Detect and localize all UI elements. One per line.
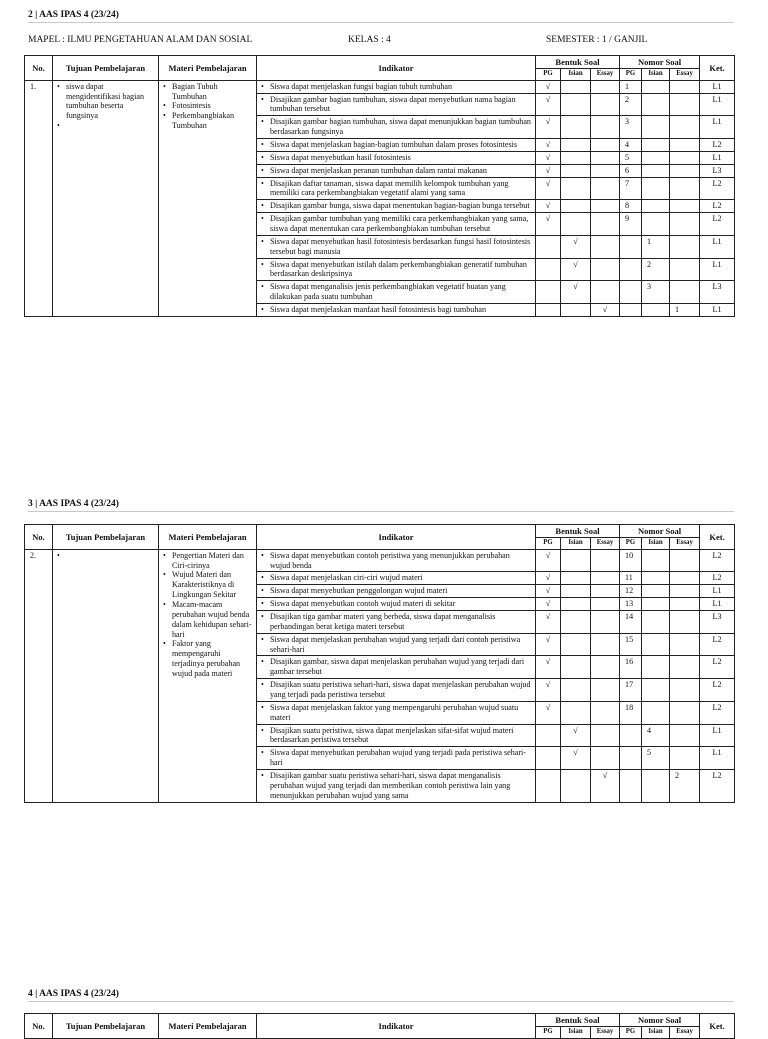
nomor-isian	[642, 213, 670, 236]
nomor-essay	[670, 572, 700, 585]
indikator-text: • Siswa dapat menyebutkan hasil fotosintesis berdasarkan fungsi hasil fotosintesis tersebut bagi manusia	[260, 237, 532, 257]
nomor-pg: 10	[620, 549, 642, 572]
materi-item: • Pengertian Materi dan Ciri-cirinya	[162, 551, 253, 571]
ket-cell: L1	[700, 258, 735, 281]
ket-cell: L2	[700, 572, 735, 585]
indikator-text: • Siswa dapat menjelaskan perubahan wujud yang terjadi dari contoh peristiwa sehari-hari	[260, 635, 532, 655]
essay-check	[591, 549, 620, 572]
isian-check	[561, 679, 591, 702]
materi-item: • Fotosintesis	[162, 101, 253, 111]
nomor-pg: 1	[620, 80, 642, 93]
pg-check	[536, 724, 561, 747]
essay-check	[591, 164, 620, 177]
materi-cell	[159, 549, 257, 802]
nomor-essay	[670, 164, 700, 177]
indikator-text: • Siswa dapat menjelaskan ciri-ciri wujud materi	[260, 573, 532, 583]
ket-cell: L2	[700, 200, 735, 213]
nomor-essay	[670, 679, 700, 702]
header-isian: Isian	[561, 538, 591, 549]
isian-check	[561, 93, 591, 116]
nomor-pg: 13	[620, 598, 642, 611]
header-no: No.	[25, 525, 53, 550]
indikator-text: • Disajikan gambar tumbuhan yang memiliki cara perkembangbiakan yang sama, siswa dapat menentukan cara perkembangbiakan tumbuhan tersebut	[260, 214, 532, 234]
indikator-text: • Disajikan suatu peristiwa sehari-hari, siswa dapat menjelaskan perubahan wujud yang terjadi pada peristiwa tersebut	[260, 680, 532, 700]
indikator-cell	[257, 769, 536, 802]
indikator-text: • Siswa dapat menjelaskan bagian-bagian tumbuhan dalam proses fotosintesis	[260, 140, 532, 150]
nomor-pg	[620, 281, 642, 304]
page-header: 3 | AAS IPAS 4 (23/24)	[28, 499, 734, 512]
nomor-essay	[670, 177, 700, 200]
nomor-isian	[642, 769, 670, 802]
ket-cell: L3	[700, 281, 735, 304]
isian-check: √	[561, 235, 591, 258]
nomor-pg	[620, 769, 642, 802]
nomor-pg	[620, 724, 642, 747]
header-ket: Ket.	[700, 1014, 735, 1039]
indikator-text: • Siswa dapat menjelaskan faktor yang mempengaruhi perubahan wujud suatu materi	[260, 703, 532, 723]
essay-check: √	[591, 769, 620, 802]
nomor-isian	[642, 200, 670, 213]
indikator-text: • Siswa dapat menjelaskan peranan tumbuhan dalam rantai makanan	[260, 166, 532, 176]
pg-check: √	[536, 679, 561, 702]
nomor-essay	[670, 701, 700, 724]
nomor-pg: 18	[620, 701, 642, 724]
nomor-pg: 2	[620, 93, 642, 116]
indikator-text: • Disajikan gambar bagian tumbuhan, siswa dapat menyebutkan nama bagian tumbuhan tersebut	[260, 95, 532, 115]
essay-check	[591, 258, 620, 281]
isian-check	[561, 138, 591, 151]
essay-check	[591, 80, 620, 93]
header-essay: Essay	[670, 69, 700, 80]
isian-check	[561, 164, 591, 177]
header-bentuk-soal: Bentuk Soal	[536, 56, 620, 69]
ket-cell: L3	[700, 610, 735, 633]
indikator-text: • Siswa dapat menyebutkan penggolongan wujud materi	[260, 586, 532, 596]
header-pg: PG	[536, 69, 561, 80]
indikator-cell	[257, 598, 536, 611]
nomor-pg: 15	[620, 633, 642, 656]
essay-check	[591, 747, 620, 770]
tujuan-cell	[53, 549, 159, 802]
nomor-essay	[670, 151, 700, 164]
isian-check	[561, 200, 591, 213]
nomor-essay	[670, 633, 700, 656]
nomor-essay	[670, 549, 700, 572]
ket-cell: L2	[700, 656, 735, 679]
tujuan-cell	[53, 80, 159, 316]
nomor-essay	[670, 80, 700, 93]
nomor-isian	[642, 177, 670, 200]
header-bentuk-soal: Bentuk Soal	[536, 525, 620, 538]
essay-check	[591, 572, 620, 585]
header-bentuk-soal: Bentuk Soal	[536, 1014, 620, 1027]
nomor-pg: 4	[620, 138, 642, 151]
ket-cell: L1	[700, 747, 735, 770]
nomor-isian	[642, 679, 670, 702]
essay-check	[591, 213, 620, 236]
header-pg: PG	[620, 1027, 642, 1038]
indikator-cell	[257, 724, 536, 747]
essay-check	[591, 679, 620, 702]
materi-item: • Bagian Tubuh Tumbuhan	[162, 82, 253, 102]
nomor-pg: 17	[620, 679, 642, 702]
nomor-pg	[620, 258, 642, 281]
indikator-text: • Siswa dapat menjelaskan fungsi bagian tubuh tumbuhan	[260, 82, 532, 92]
ket-cell: L1	[700, 724, 735, 747]
nomor-pg: 6	[620, 164, 642, 177]
nomor-isian	[642, 549, 670, 572]
ket-cell: L2	[700, 633, 735, 656]
essay-check	[591, 598, 620, 611]
ket-cell: L1	[700, 80, 735, 93]
nomor-essay: 1	[670, 303, 700, 316]
nomor-pg: 11	[620, 572, 642, 585]
pg-check: √	[536, 656, 561, 679]
essay-check	[591, 151, 620, 164]
nomor-essay	[670, 200, 700, 213]
essay-check	[591, 585, 620, 598]
materi-item: • Faktor yang mempengaruhi terjadinya perubahan wujud pada materi	[162, 639, 253, 678]
indikator-text: • Siswa dapat menganalisis jenis perkembangbiakan vegetatif buatan yang dilakukan pada suatu tumbuhan	[260, 282, 532, 302]
essay-check	[591, 177, 620, 200]
ket-cell: L2	[700, 549, 735, 572]
header-materi: Materi Pembelajaran	[159, 1014, 257, 1039]
nomor-pg: 12	[620, 585, 642, 598]
ket-cell: L1	[700, 116, 735, 139]
indikator-cell	[257, 93, 536, 116]
isian-check	[561, 769, 591, 802]
header-no: No.	[25, 1014, 53, 1039]
header-isian: Isian	[642, 1027, 670, 1038]
nomor-essay	[670, 116, 700, 139]
essay-check	[591, 93, 620, 116]
header-materi: Materi Pembelajaran	[159, 56, 257, 81]
header-pg: PG	[536, 1027, 561, 1038]
nomor-isian	[642, 93, 670, 116]
nomor-pg: 9	[620, 213, 642, 236]
header-nomor-soal: Nomor Soal	[620, 56, 700, 69]
pg-check: √	[536, 151, 561, 164]
materi-item: • Perkembangbiakan Tumbuhan	[162, 111, 253, 131]
header-ket: Ket.	[700, 525, 735, 550]
nomor-isian	[642, 116, 670, 139]
header-pg: PG	[536, 538, 561, 549]
indikator-text: • Siswa dapat menyebutkan hasil fotosintesis	[260, 153, 532, 163]
ket-cell: L2	[700, 769, 735, 802]
indikator-cell	[257, 80, 536, 93]
materi-item: • Macam-macam perubahan wujud benda dalam kehidupan sehari-hari	[162, 600, 253, 639]
tujuan-item: • siswa dapat mengidentifikasi bagian tumbuhan beserta fungsinya	[56, 82, 155, 121]
indikator-cell	[257, 281, 536, 304]
indikator-text: • Siswa dapat menyebutkan istilah dalam perkembangbiakan generatif tumbuhan berdasarkan deskripsinya	[260, 260, 532, 280]
isian-check	[561, 213, 591, 236]
nomor-pg: 3	[620, 116, 642, 139]
pg-check: √	[536, 585, 561, 598]
isian-check	[561, 116, 591, 139]
header-isian: Isian	[642, 69, 670, 80]
indikator-cell	[257, 138, 536, 151]
isian-check: √	[561, 258, 591, 281]
indikator-cell	[257, 235, 536, 258]
kisi-kisi-table-2	[24, 524, 735, 803]
header-tujuan: Tujuan Pembelajaran	[53, 1014, 159, 1039]
indikator-text: • Disajikan gambar bunga, siswa dapat menentukan bagian-bagian bunga tersebut	[260, 201, 532, 211]
header-pg: PG	[620, 69, 642, 80]
indikator-text: • Siswa dapat menyebutkan contoh peristiwa yang menunjukkan perubahan wujud benda	[260, 551, 532, 571]
pg-check	[536, 258, 561, 281]
header-nomor-soal: Nomor Soal	[620, 525, 700, 538]
isian-check	[561, 656, 591, 679]
nomor-pg	[620, 235, 642, 258]
indikator-cell	[257, 213, 536, 236]
indikator-cell	[257, 701, 536, 724]
nomor-isian	[642, 610, 670, 633]
indikator-cell	[257, 151, 536, 164]
nomor-essay	[670, 138, 700, 151]
nomor-isian	[642, 656, 670, 679]
nomor-essay	[670, 235, 700, 258]
ket-cell: L1	[700, 585, 735, 598]
nomor-essay	[670, 281, 700, 304]
indikator-text: • Disajikan gambar suatu peristiwa sehari-hari, siswa dapat menganalisis perubahan wujud yang terjadi dan memberikan contoh peristiwa lain yang menunjukkan perubahan wujud yang sama	[260, 771, 532, 801]
nomor-essay	[670, 213, 700, 236]
ket-cell: L1	[700, 93, 735, 116]
header-ket: Ket.	[700, 56, 735, 81]
pg-check	[536, 235, 561, 258]
ket-cell: L2	[700, 177, 735, 200]
pg-check: √	[536, 164, 561, 177]
essay-check	[591, 200, 620, 213]
semester-label: SEMESTER : 1 / GANJIL	[546, 35, 648, 45]
nomor-pg	[620, 303, 642, 316]
indikator-cell	[257, 549, 536, 572]
isian-check: √	[561, 281, 591, 304]
ket-cell: L2	[700, 701, 735, 724]
nomor-isian	[642, 585, 670, 598]
header-essay: Essay	[670, 538, 700, 549]
header-indikator: Indikator	[257, 56, 536, 81]
nomor-essay	[670, 598, 700, 611]
header-isian: Isian	[561, 69, 591, 80]
row-number: 1.	[25, 80, 53, 316]
indikator-text: • Disajikan suatu peristiwa, siswa dapat menjelaskan sifat-sifat wujud materi berdasarkan peristiwa tersebut	[260, 726, 532, 746]
pg-check: √	[536, 610, 561, 633]
kisi-kisi-table-3	[24, 1013, 735, 1039]
indikator-text: • Siswa dapat menjelaskan manfaat hasil fotosintesis bagi tumbuhan	[260, 305, 532, 315]
pg-check: √	[536, 213, 561, 236]
header-tujuan: Tujuan Pembelajaran	[53, 525, 159, 550]
pg-check	[536, 281, 561, 304]
ket-cell: L3	[700, 164, 735, 177]
indikator-text: • Siswa dapat menyebutkan perubahan wujud yang terjadi pada peristiwa sehari-hari	[260, 748, 532, 768]
nomor-essay	[670, 747, 700, 770]
row-number: 2.	[25, 549, 53, 802]
nomor-essay	[670, 585, 700, 598]
pg-check: √	[536, 80, 561, 93]
indikator-text: • Disajikan gambar bagian tumbuhan, siswa dapat menunjukkan bagian tumbuhan berdasarkan fungsinya	[260, 117, 532, 137]
nomor-essay	[670, 258, 700, 281]
indikator-text: • Disajikan daftar tanaman, siswa dapat memilih kelompok tumbuhan yang memiliki cara perkembangbiakan vegetatif alami yang sama	[260, 179, 532, 199]
isian-check	[561, 610, 591, 633]
nomor-pg: 16	[620, 656, 642, 679]
nomor-isian: 5	[642, 747, 670, 770]
nomor-pg: 5	[620, 151, 642, 164]
isian-check: √	[561, 724, 591, 747]
nomor-pg	[620, 747, 642, 770]
nomor-isian	[642, 164, 670, 177]
essay-check: √	[591, 303, 620, 316]
table-row	[25, 549, 735, 572]
nomor-pg: 7	[620, 177, 642, 200]
kisi-kisi-table-1	[24, 55, 735, 317]
header-nomor-soal: Nomor Soal	[620, 1014, 700, 1027]
mapel-label: MAPEL : ILMU PENGETAHUAN ALAM DAN SOSIAL	[28, 35, 253, 45]
nomor-isian	[642, 572, 670, 585]
page-header: 4 | AAS IPAS 4 (23/24)	[28, 989, 734, 1002]
nomor-isian	[642, 598, 670, 611]
isian-check	[561, 633, 591, 656]
isian-check	[561, 598, 591, 611]
header-essay: Essay	[591, 538, 620, 549]
indikator-cell	[257, 747, 536, 770]
essay-check	[591, 701, 620, 724]
ket-cell: L2	[700, 213, 735, 236]
isian-check	[561, 303, 591, 316]
indikator-cell	[257, 303, 536, 316]
ket-cell: L1	[700, 235, 735, 258]
nomor-isian: 1	[642, 235, 670, 258]
pg-check: √	[536, 200, 561, 213]
nomor-isian	[642, 633, 670, 656]
header-materi: Materi Pembelajaran	[159, 525, 257, 550]
pg-check: √	[536, 177, 561, 200]
essay-check	[591, 235, 620, 258]
header-pg: PG	[620, 538, 642, 549]
nomor-essay	[670, 724, 700, 747]
pg-check: √	[536, 633, 561, 656]
essay-check	[591, 656, 620, 679]
header-indikator: Indikator	[257, 525, 536, 550]
isian-check	[561, 80, 591, 93]
nomor-isian	[642, 701, 670, 724]
indikator-cell	[257, 610, 536, 633]
nomor-essay: 2	[670, 769, 700, 802]
materi-cell	[159, 80, 257, 316]
materi-item: • Wujud Materi dan Karakteristiknya di Lingkungan Sekitar	[162, 570, 253, 600]
nomor-isian	[642, 138, 670, 151]
header-essay: Essay	[670, 1027, 700, 1038]
isian-check	[561, 701, 591, 724]
pg-check	[536, 769, 561, 802]
pg-check: √	[536, 116, 561, 139]
indikator-text: • Disajikan tiga gambar materi yang berbeda, siswa dapat menganalisis perbandingan berat ketiga materi tersebut	[260, 612, 532, 632]
isian-check	[561, 585, 591, 598]
pg-check: √	[536, 549, 561, 572]
ket-cell: L2	[700, 679, 735, 702]
indikator-cell	[257, 200, 536, 213]
header-tujuan: Tujuan Pembelajaran	[53, 56, 159, 81]
nomor-pg: 8	[620, 200, 642, 213]
page-header: 2 | AAS IPAS 4 (23/24)	[28, 10, 734, 23]
nomor-isian: 4	[642, 724, 670, 747]
isian-check	[561, 572, 591, 585]
nomor-pg: 14	[620, 610, 642, 633]
header-essay: Essay	[591, 1027, 620, 1038]
indikator-cell	[257, 258, 536, 281]
table-row	[25, 80, 735, 93]
indikator-text: • Disajikan gambar, siswa dapat menjelaskan perubahan wujud yang terjadi dari gambar tersebut	[260, 657, 532, 677]
indikator-cell	[257, 164, 536, 177]
indikator-cell	[257, 656, 536, 679]
header-isian: Isian	[561, 1027, 591, 1038]
header-no: No.	[25, 56, 53, 81]
header-indikator: Indikator	[257, 1014, 536, 1039]
isian-check: √	[561, 747, 591, 770]
essay-check	[591, 138, 620, 151]
header-isian: Isian	[642, 538, 670, 549]
essay-check	[591, 633, 620, 656]
indikator-cell	[257, 633, 536, 656]
pg-check: √	[536, 138, 561, 151]
pg-check	[536, 747, 561, 770]
indikator-cell	[257, 116, 536, 139]
essay-check	[591, 724, 620, 747]
indikator-text: • Siswa dapat menyebutkan contoh wujud materi di sekitar	[260, 599, 532, 609]
indikator-cell	[257, 585, 536, 598]
isian-check	[561, 151, 591, 164]
nomor-isian	[642, 80, 670, 93]
ket-cell: L1	[700, 151, 735, 164]
essay-check	[591, 610, 620, 633]
indikator-cell	[257, 572, 536, 585]
isian-check	[561, 549, 591, 572]
nomor-essay	[670, 610, 700, 633]
pg-check: √	[536, 598, 561, 611]
nomor-essay	[670, 93, 700, 116]
nomor-isian: 2	[642, 258, 670, 281]
pg-check	[536, 303, 561, 316]
nomor-isian	[642, 303, 670, 316]
kelas-label: KELAS : 4	[348, 35, 391, 45]
pg-check: √	[536, 572, 561, 585]
pg-check: √	[536, 93, 561, 116]
header-essay: Essay	[591, 69, 620, 80]
isian-check	[561, 177, 591, 200]
essay-check	[591, 281, 620, 304]
nomor-isian: 3	[642, 281, 670, 304]
nomor-isian	[642, 151, 670, 164]
pg-check: √	[536, 701, 561, 724]
ket-cell: L1	[700, 598, 735, 611]
essay-check	[591, 116, 620, 139]
nomor-essay	[670, 656, 700, 679]
ket-cell: L1	[700, 303, 735, 316]
ket-cell: L2	[700, 138, 735, 151]
indikator-cell	[257, 177, 536, 200]
indikator-cell	[257, 679, 536, 702]
